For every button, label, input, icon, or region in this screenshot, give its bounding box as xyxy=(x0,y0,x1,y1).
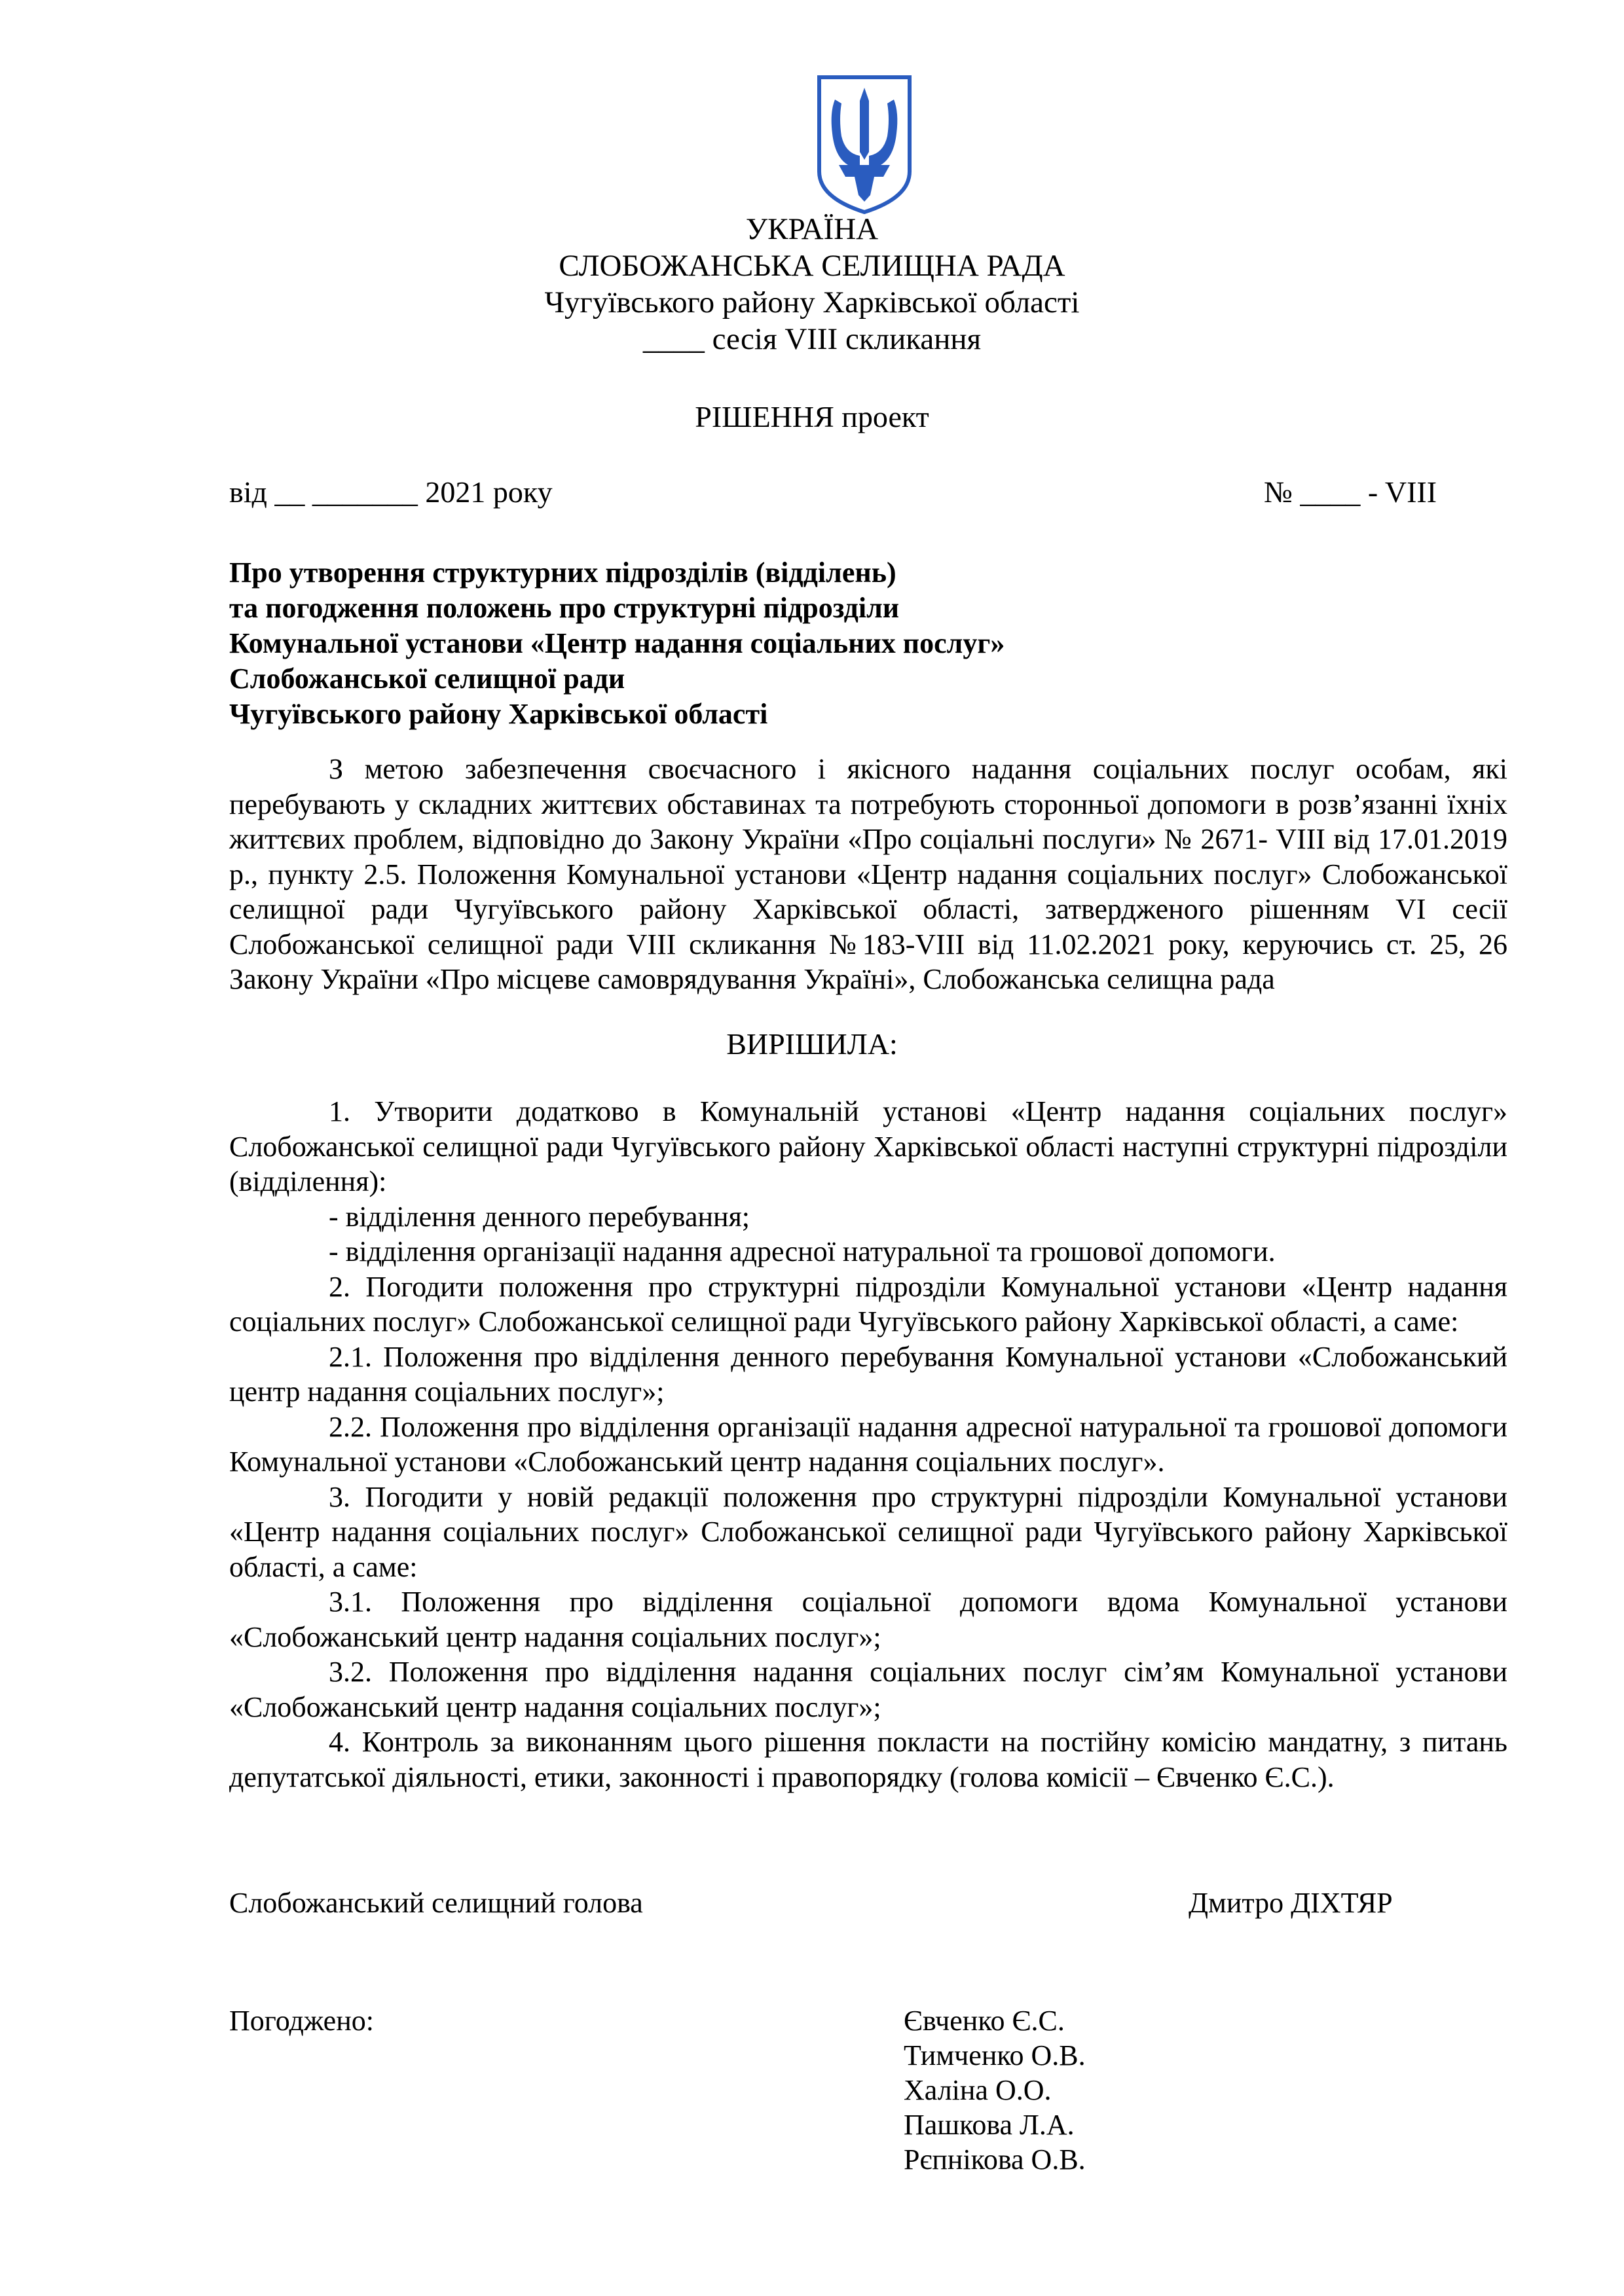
resolution-item: 1. Утворити додатково в Комунальній установі «Центр надання соціальних послуг» Слобожанської селищної ради Чугуївського району Харківської області наступні структурні підрозділи (відділення): xyxy=(229,1095,1507,1197)
resolution-item: 4. Контроль за виконанням цього рішення покласти на постійну комісію мандатну, з питань депутатської діяльності, етики, законності і правопорядку (голова комісії – Євченко Є.С.). xyxy=(229,1726,1507,1793)
header-council: СЛОБОЖАНСЬКА СЕЛИЩНА РАДА xyxy=(559,249,1065,283)
title-line: Про утворення структурних підрозділів (відділень) xyxy=(229,556,896,589)
resolution-item: 3.1. Положення про відділення соціальної допомоги вдома Комунальної установи «Слобожанський центр надання соціальних послуг»; xyxy=(229,1586,1507,1653)
approver-name: Пашкова Л.А. xyxy=(904,2109,1075,2141)
decision-date: від __ _______ 2021 року xyxy=(229,475,553,509)
approval-list xyxy=(904,2003,1086,2177)
preamble-section xyxy=(229,752,1507,997)
resolution-item: 2.2. Положення про відділення організації надання адресної натуральної та грошової допомоги Комунальної установи «Слобожанський центр надання соціальних послуг». xyxy=(229,1410,1507,1478)
signature-position: Слобожанський селищний голова xyxy=(229,1887,643,1919)
approver-name: Тимченко О.В. xyxy=(904,2039,1086,2071)
approver-name: Халіна О.О. xyxy=(904,2074,1052,2106)
approval-label: Погоджено: xyxy=(229,2005,374,2037)
resolution-item: 3.2. Положення про відділення надання соціальних послуг сім’ям Комунальної установи «Слобожанський центр надання соціальних послуг»; xyxy=(229,1656,1507,1723)
approver-name: Євченко Є.С. xyxy=(904,2005,1065,2037)
resolution-item: 3. Погодити у новій редакції положення про структурні підрозділи Комунальної установи «Центр надання соціальних послуг» Слобожанської селищної ради Чугуївського району Харківської області, а саме: xyxy=(229,1480,1507,1583)
approver-name: Рєпнікова О.В. xyxy=(904,2143,1086,2176)
decision-number: № ____ - VIII xyxy=(1264,475,1437,509)
resolution-item: - відділення організації надання адресної натуральної та грошової допомоги. xyxy=(329,1235,1276,1267)
document-type: РІШЕННЯ проект xyxy=(695,400,929,433)
resolution-item: 2.1. Положення про відділення денного перебування Комунальної установи «Слобожанський центр надання соціальних послуг»; xyxy=(229,1340,1507,1408)
resolution-item: 2. Погодити положення про структурні підрозділи Комунальної установи «Центр надання соціальних послуг» Слобожанської селищної ради Чугуївського району Харківської області, а саме: xyxy=(229,1270,1507,1338)
title-line: Чугуївського району Харківської області xyxy=(229,698,768,730)
resolved-heading: ВИРІШИЛА: xyxy=(726,1027,898,1061)
header-district: Чугуївського району Харківської області xyxy=(544,285,1080,319)
title-line: та погодження положень про структурні підрозділи xyxy=(229,592,900,624)
resolution-item: - відділення денного перебування; xyxy=(329,1200,750,1233)
header-country: УКРАЇНА xyxy=(745,212,879,246)
title-line: Комунальної установи «Центр надання соціальних послуг» xyxy=(229,627,1005,659)
coat-of-arms-icon xyxy=(815,73,913,216)
header-session: ____ сесія VIII скликання xyxy=(642,322,982,356)
resolution-items xyxy=(229,1094,1507,1795)
decision-title xyxy=(229,555,1005,732)
title-line: Слобожанської селищної ради xyxy=(229,663,625,695)
signature-name: Дмитро ДІХТЯР xyxy=(1189,1887,1393,1919)
preamble-paragraph: З метою забезпечення своєчасного і якісного надання соціальних послуг особам, які перебувають у складних життєвих обставинах та потребують сторонньої допомоги в розв’язанні їхніх життєвих проблем, відповідно до Закону України «Про соціальні послуги» № 2671- VIII від 17.01.2019 р., пункту 2.5. Положення Комунальної установи «Центр надання соціальних послуг» Слобожанської селищної ради Чугуївського району Харківської області, затвердженого рішенням VI сесії Слобожанської селищної ради VIII скликання №183-VIII від 11.02.2021 року, керуючись ст. 25, 26 Закону України «Про місцеве самоврядування Україні», Слобожанська селищна рада xyxy=(229,753,1507,995)
